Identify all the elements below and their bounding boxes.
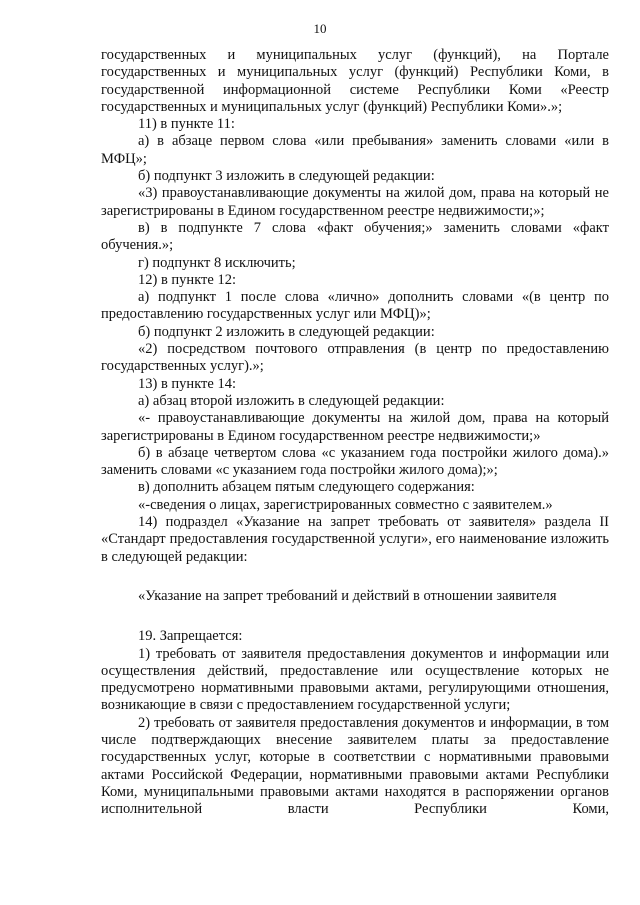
paragraph-item-19: 19. Запрещается: (138, 628, 243, 645)
paragraph-13v-text: «-сведения о лицах, зарегистрированных совместно с заявителем.» (138, 496, 553, 513)
paragraph-12b-text: «2) посредством почтового отправления (в центр по предоставлению государственных услуг).»; (101, 341, 609, 375)
section-heading: «Указание на запрет требований и действий в отношении заявителя (138, 587, 557, 604)
paragraph-12b: б) подпункт 2 изложить в следующей редакции: (138, 323, 435, 340)
paragraph-item-13: 13) в пункте 14: (138, 375, 236, 392)
paragraph-19-2: 2) требовать от заявителя предоставления документов и информации, в том числе подтверждающих внесение заявителем платы за предоставление государственных услуг, которые в соответствии с нормативными правовыми актами Российской Федерации, нормативными правовыми актами Республики Коми, муниципальными правовыми актами находятся в распоряжении органов исполнительной власти Республики Коми, (101, 714, 609, 818)
paragraph-13v: в) дополнить абзацем пятым следующего содержания: (138, 479, 475, 496)
paragraph-13a-text: «- правоустанавливающие документы на жилой дом, права на который зарегистрированы в Едином государственном реестре недвижимости;» (101, 410, 609, 444)
paragraph-continuation: государственных и муниципальных услуг (функций), на Портале государственных и муниципальных услуг (функций) Республики Коми, в государственной информационной системе Республики Коми «Реестр государственных и муниципальных услуг (функций) Республики Коми».»; (101, 47, 609, 115)
paragraph-item-11: 11) в пункте 11: (138, 116, 235, 133)
document-body (101, 47, 609, 818)
paragraph-item-14: 14) подраздел «Указание на запрет требовать от заявителя» раздела II «Стандарт предоставления государственной услуги», его наименование изложить в следующей редакции: (101, 514, 609, 565)
paragraph-19-1: 1) требовать от заявителя предоставления документов и информации или осуществления действий, предоставление или осуществление которых не предусмотрено нормативными правовыми актами, регулирующими отношения, возникающие в связи с предоставлением государственной услуги; (101, 645, 609, 714)
paragraph-item-12: 12) в пункте 12: (138, 271, 236, 288)
paragraph-11a: а) в абзаце первом слова «или пребывания» заменить словами «или в МФЦ»; (101, 133, 609, 167)
paragraph-12a: а) подпункт 1 после слова «лично» дополнить словами «(в центр по предоставлению государственных услуг или МФЦ)»; (101, 289, 609, 323)
page-number: 10 (313, 21, 327, 36)
paragraph-11b-text: «3) правоустанавливающие документы на жилой дом, права на который не зарегистрированы в Едином государственном реестре недвижимости;»; (101, 185, 609, 219)
paragraph-11v: в) в подпункте 7 слова «факт обучения;» заменить словами «факт обучения.»; (101, 219, 609, 254)
paragraph-11b: б) подпункт 3 изложить в следующей редакции: (138, 168, 435, 185)
paragraph-13a: а) абзац второй изложить в следующей редакции: (138, 392, 445, 409)
paragraph-13b: б) в абзаце четвертом слова «с указанием года постройки жилого дома).» заменить словами «с указанием года постройки жилого дома);»; (101, 444, 609, 479)
paragraph-11g: г) подпункт 8 исключить; (138, 254, 296, 271)
